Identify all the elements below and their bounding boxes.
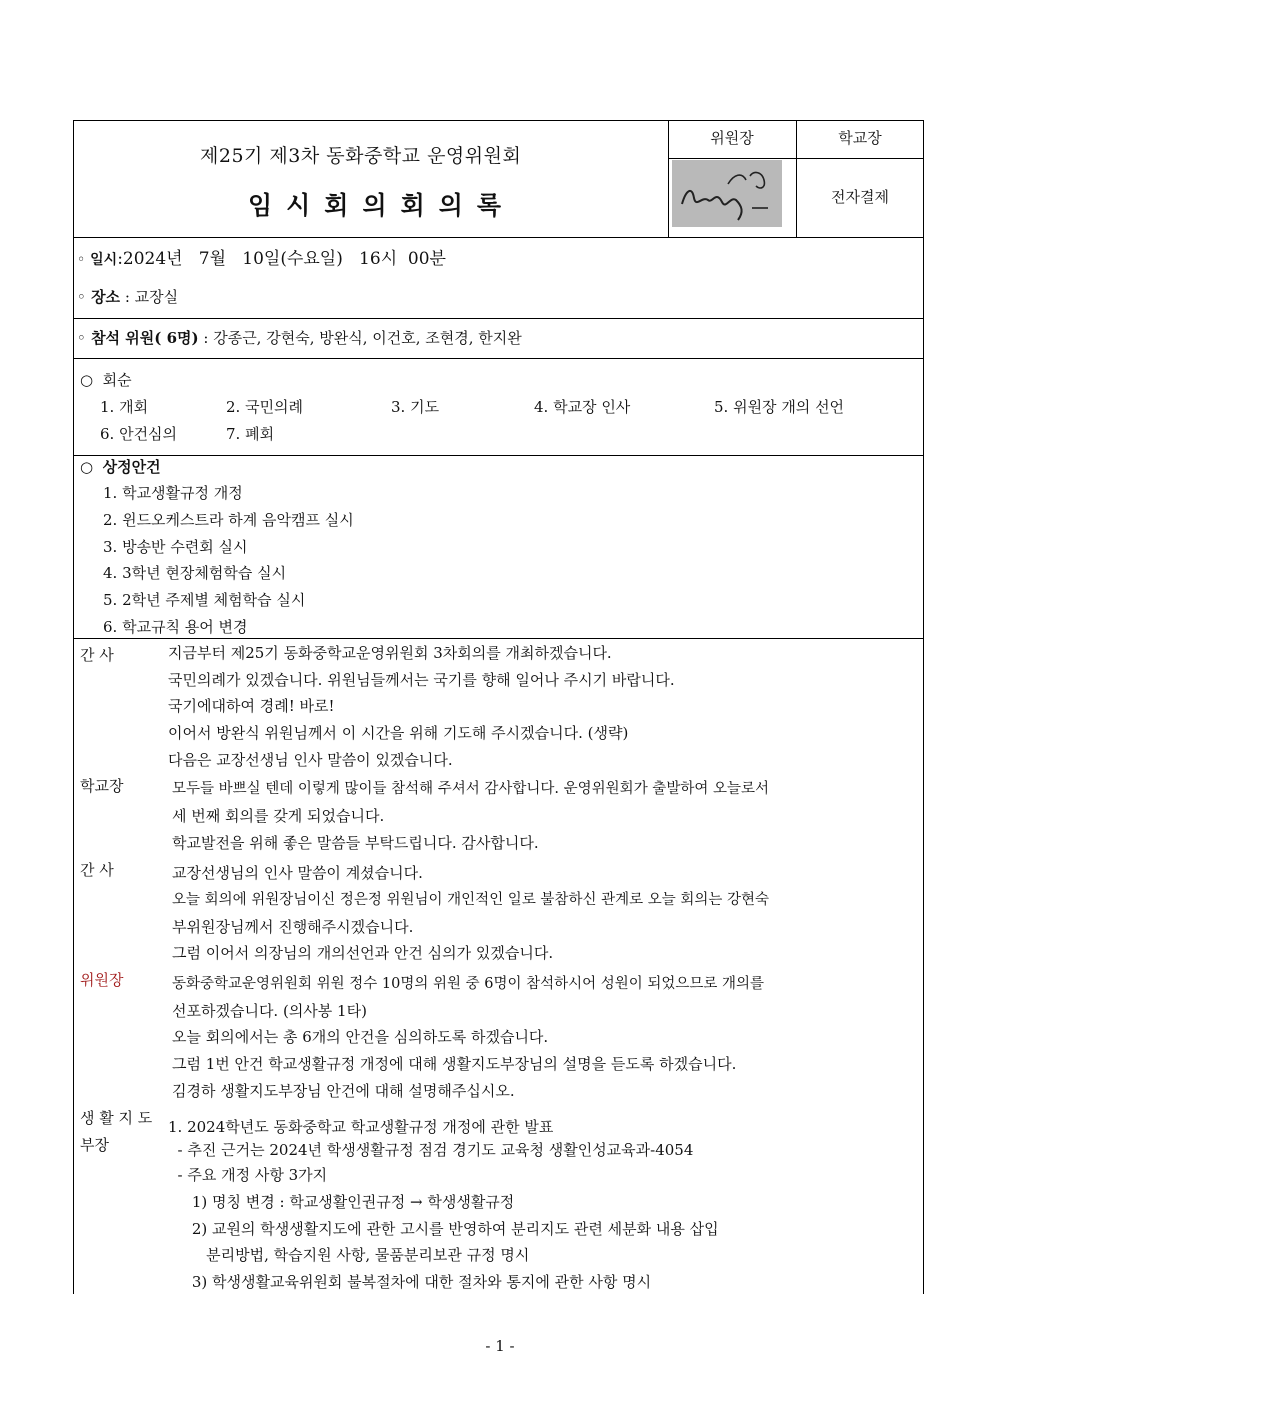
approval-principal-value: 전자결제 [831,188,889,206]
minutes-line: 학교발전을 위해 좋은 말씀들 부탁드립니다. 감사합니다. [172,834,539,852]
minutes-line: 3) 학생생활교육위원회 불복절차에 대한 절차와 통지에 관한 사항 명시 [168,1273,652,1291]
page-title: 임시회의회의록 [248,191,516,220]
minutes-line: 그럼 1번 안건 학교생활규정 개정에 대해 생활지도부장님의 설명을 듣도록 하겠습니다. [172,1055,737,1073]
datetime-value: :2024년 7월 10일(수요일) 16시 00분 [117,249,446,269]
minutes-line: 1) 명칭 변경 : 학교생활인권규정 → 학생생활규정 [168,1193,515,1211]
agenda-item: 2. 윈드오케스트라 하계 음악캠프 실시 [103,511,354,529]
chair-signature [672,160,782,227]
order-item: 1. 개회 [100,398,149,416]
place-label: ◦ 장소 [77,288,121,306]
minutes-line: 2) 교원의 학생생활지도에 관한 고시를 반영하여 분리지도 관련 세분화 내용 삽입 [168,1220,719,1238]
order-heading: ○ 회순 [80,371,132,389]
minutes-line: 이어서 방완식 위원님께서 이 시간을 위해 기도해 주시겠습니다. (생략) [168,724,629,742]
minutes-line: 부위원장님께서 진행해주시겠습니다. [172,918,414,936]
minutes-line: 1. 2024학년도 동화중학교 학교생활규정 개정에 관한 발표 [168,1118,554,1136]
header-bottom-rule [73,237,924,238]
place-row [77,287,178,307]
attendees-row [77,328,522,348]
agenda-heading [80,457,161,477]
agenda-rule [73,638,924,639]
minutes-line: 교장선생님의 인사 말씀이 계셨습니다. [172,864,423,882]
attendees-label: ◦ 참석 위원( 6명) [77,329,199,347]
signature-stroke-icon [672,160,782,227]
order-item: 6. 안건심의 [100,425,178,443]
order-item: 2. 국민의례 [226,398,304,416]
attendees-value: : 강종근, 강현숙, 방완식, 이건호, 조현경, 한지완 [203,329,522,347]
speaker-student-life-head-2: 부장 [80,1136,109,1154]
order-item: 7. 폐회 [226,425,275,443]
agenda-bullet: ○ [80,458,94,476]
agenda-item: 1. 학교생활규정 개정 [103,484,243,502]
speaker-secretary: 간 사 [80,861,114,879]
datetime-row [77,248,446,271]
agenda-heading-text: 상정안건 [102,458,161,476]
datetime-label: ◦ 일시 [77,252,118,268]
minutes-line: 국기에대하여 경례! 바로! [168,697,335,715]
approval-header-rule [668,158,924,159]
page-number: - 1 - [485,1337,515,1355]
minutes-line: 오늘 회의에 위원장님이신 정은정 위원님이 개인적인 일로 불참하신 관계로 오늘 회의는 강현숙 [172,892,769,908]
place-value: : 교장실 [124,288,179,306]
minutes-line: 선포하겠습니다. (의사봉 1타) [172,1002,367,1020]
agenda-item: 3. 방송반 수련회 실시 [103,538,248,556]
minutes-line: 김경하 생활지도부장님 안건에 대해 설명해주십시오. [172,1082,515,1100]
speaker-secretary: 간 사 [80,646,114,664]
approval-principal-label: 학교장 [838,129,882,147]
approval-chair-label: 위원장 [710,129,754,147]
attendees-rule [73,358,924,359]
speaker-chair: 위원장 [80,971,124,989]
minutes-line: 오늘 회의에서는 총 6개의 안건을 심의하도록 하겠습니다. [172,1028,549,1046]
order-rule [73,455,924,456]
minutes-line: - 추진 근거는 2024년 학생생활규정 점검 경기도 교육청 생활인성교육과-4054 [168,1141,694,1159]
minutes-line: 지금부터 제25기 동화중학교운영위원회 3차회의를 개최하겠습니다. [168,644,612,662]
meta-rule [73,318,924,319]
minutes-line: 세 번째 회의를 갖게 되었습니다. [172,807,385,825]
speaker-student-life-head: 생 활 지 도 [80,1109,153,1127]
minutes-line: 그럼 이어서 의장님의 개의선언과 안건 심의가 있겠습니다. [172,944,554,962]
minutes-line: 다음은 교장선생님 인사 말씀이 있겠습니다. [168,751,453,769]
minutes-line: 국민의례가 있겠습니다. 위원님들께서는 국기를 향해 일어나 주시기 바랍니다. [168,671,675,689]
meeting-subtitle: 제25기 제3차 동화중학교 운영위원회 [200,145,522,167]
order-item: 5. 위원장 개의 선언 [714,398,845,416]
minutes-line: 분리방법, 학습지원 사항, 물품분리보관 규정 명시 [168,1246,530,1264]
minutes-line: - 주요 개정 사항 3가지 [168,1166,328,1184]
minutes-line: 동화중학교운영위원회 위원 정수 10명의 위원 중 6명이 참석하시어 성원이 되었으므로 개의를 [172,976,765,992]
order-item: 4. 학교장 인사 [534,398,631,416]
order-item: 3. 기도 [391,398,440,416]
minutes-line: 모두들 바쁘실 텐데 이렇게 많이들 참석해 주셔서 감사합니다. 운영위원회가 출발하여 오늘로서 [172,781,769,797]
speaker-principal: 학교장 [80,777,124,795]
agenda-item: 5. 2학년 주제별 체험학습 실시 [103,591,306,609]
agenda-item: 6. 학교규칙 용어 변경 [103,618,248,636]
agenda-item: 4. 3학년 현장체험학습 실시 [103,564,287,582]
